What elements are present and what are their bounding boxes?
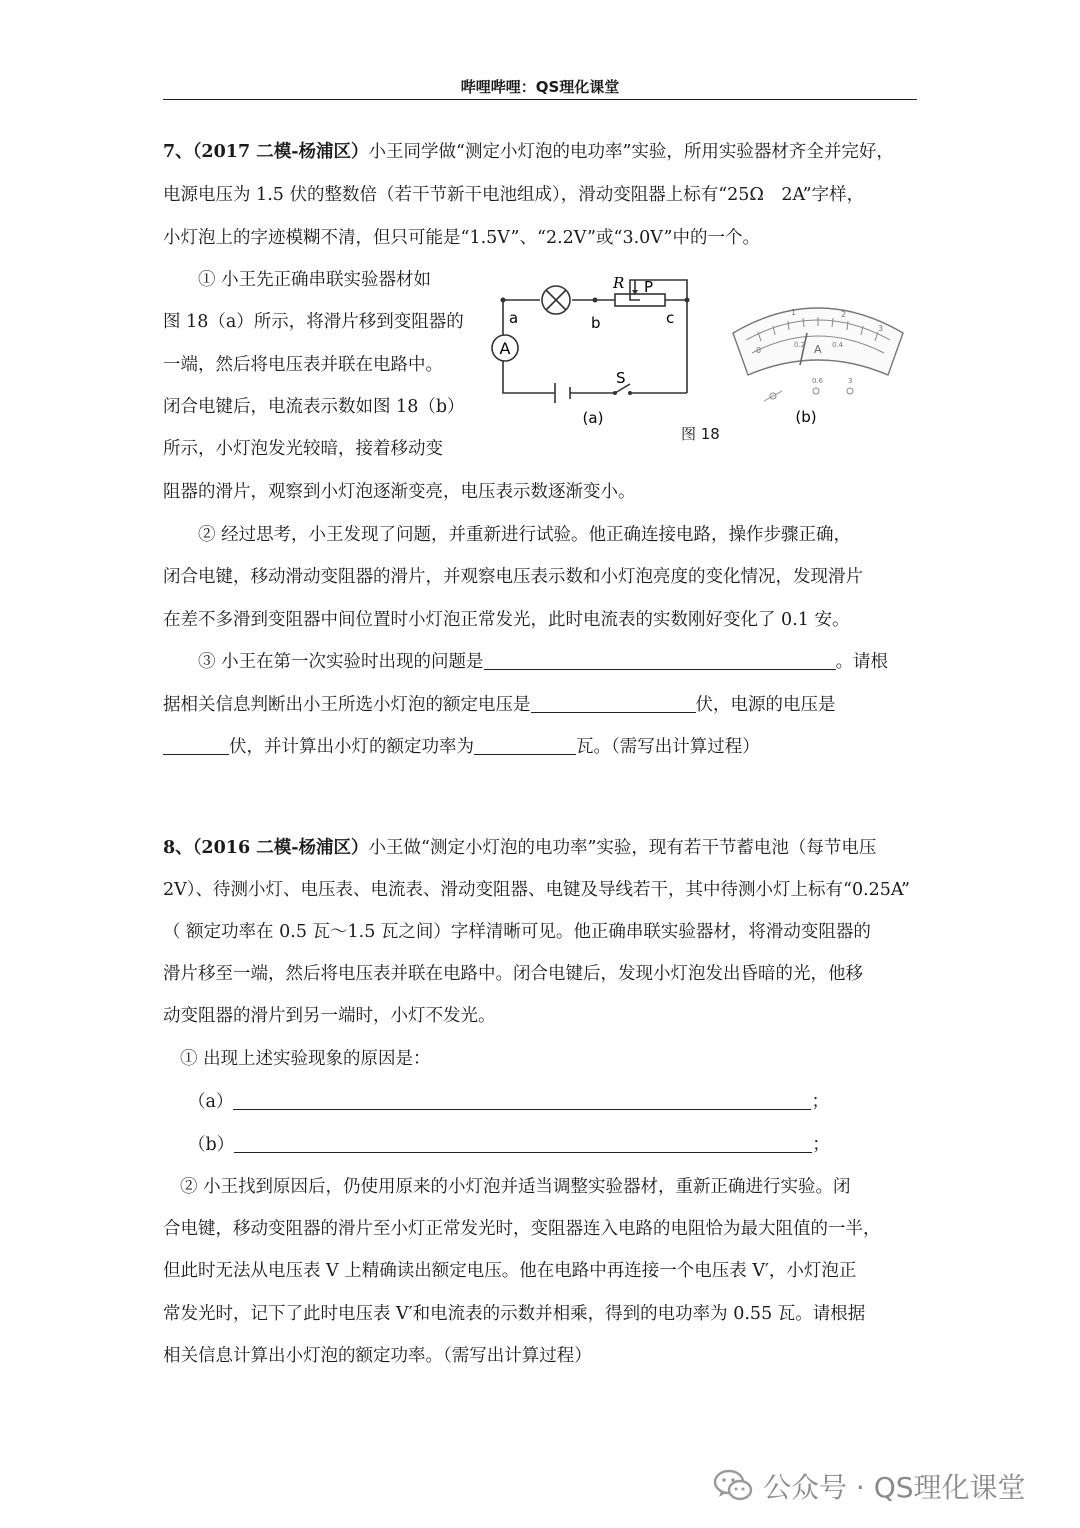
q7-p3-text-a: ③ 小王在第一次实验时出现的问题是 — [198, 652, 484, 672]
q7-label: 7、（2017 二模-杨浦区） — [163, 142, 369, 162]
q7-p3-text-d: 伏，电源的电压是 — [695, 695, 836, 715]
dial-tick-0: 0 — [756, 346, 762, 355]
q7-line-3: 小灯泡上的字迹模糊不清，但只可能是“1.5V”、“2.2V”或“3.0V”中的一个。 — [163, 228, 761, 248]
figure-a-sublabel: (a) — [582, 409, 604, 427]
page-header: 哔哩哔哩：QS理化课堂 — [460, 78, 620, 96]
q8-line-4: 滑片移至一端，然后将电压表并联在电路中。闭合电键后，发现小灯泡发出昏暗的光，他移 — [163, 964, 863, 984]
q8-p2-line-1: ② 小王找到原因后，仍使用原来的小灯泡并适当调整实验器材，重新正确进行实验。闭 — [180, 1177, 851, 1197]
q8-b-end: ； — [812, 1135, 830, 1155]
wechat-icon — [713, 1468, 753, 1504]
q8-line-5: 动变阻器的滑片到另一端时，小灯不发光。 — [163, 1006, 496, 1026]
q7-line-2: 电源电压为 1.5 伏的整数倍（若干节新干电池组成），滑动变阻器上标有“25Ω 2A”字样， — [163, 185, 865, 205]
q8-blank-b-line — [188, 1133, 830, 1157]
q8-label: 8、（2016 二模-杨浦区） — [163, 838, 369, 858]
switch-label: S — [616, 369, 626, 387]
answer-blank-reason-b[interactable] — [234, 1134, 812, 1153]
q7-p3-line-1 — [198, 650, 888, 674]
answer-blank-reason-a[interactable] — [233, 1091, 811, 1110]
answer-blank-source-voltage[interactable] — [163, 736, 229, 755]
q7-p3-text-e: 伏，并计算出小灯的额定功率为 — [229, 737, 474, 757]
figure-caption: 图 18 — [681, 425, 720, 443]
q8-line-2: 2V）、待测小灯、电压表、电流表、滑动变阻器、电键及导线若干，其中待测小灯上标有“0.25A” — [163, 880, 910, 900]
q7-p2-line-2: 闭合电键，移动滑动变阻器的滑片，并观察电压表示数和小灯泡亮度的变化情况，发现滑片 — [163, 567, 863, 587]
dial-tick-2: 2 — [841, 310, 847, 319]
q7-p3-line-3 — [163, 735, 760, 759]
watermark — [713, 1466, 1026, 1506]
q8-p2-line-2: 合电键，移动变阻器的滑片至小灯正常发光时，变阻器连入电路的电阻恰为最大阻值的一半， — [163, 1219, 881, 1239]
q8-p1-line: ① 出现上述实验现象的原因是： — [180, 1049, 431, 1069]
q7-p3-text-c: 据相关信息判断出小王所选小灯泡的额定电压是 — [163, 695, 531, 715]
dial-tick-1: 1 — [791, 308, 797, 317]
q8-p2-line-3: 但此时无法从电压表 V 上精确读出额定电压。他在电路中再连接一个电压表 V′，小灯泡正 — [163, 1261, 857, 1281]
dial-unit-label: A — [814, 343, 822, 356]
q8-blank-a-line — [188, 1090, 829, 1114]
q7-p2-line-1: ② 经过思考，小王发现了问题，并重新进行试验。他正确连接电路，操作步骤正确， — [198, 525, 852, 545]
header-rule — [163, 99, 917, 100]
terminal-3-label: 3 — [848, 377, 853, 385]
q8-line-3: （ 额定功率在 0.5 瓦～1.5 瓦之间）字样清晰可见。他正确串联实验器材，将滑动变阻器的 — [163, 922, 871, 942]
dial-tick-3: 3 — [878, 324, 884, 333]
figure-b-sublabel: (b) — [795, 408, 817, 426]
terminal-0-6-label: 0.6 — [812, 377, 824, 385]
q7-p1-line-3: 一端，然后将电压表并联在电路中。 — [163, 355, 443, 375]
q7-line-1 — [163, 140, 894, 164]
point-b-label: b — [591, 314, 601, 332]
dial-tick-0-2: 0.2 — [794, 341, 806, 349]
dial-tick-0-4: 0.4 — [832, 341, 844, 349]
q7-p1-line-4: 闭合电键后，电流表示数如图 18（b） — [163, 397, 465, 417]
q7-p2-line-3: 在差不多滑到变阻器中间位置时小灯泡正常发光，此时电流表的实数刚好变化了 0.1 安。 — [163, 610, 850, 630]
q8-b-label: （b） — [188, 1135, 235, 1155]
q8-text-1: 小王做“测定小灯泡的电功率”实验，现有若干节蓄电池（每节电压 — [368, 838, 877, 858]
q7-p1-line-6: 阻器的滑片，观察到小灯泡逐渐变亮，电压表示数逐渐变小。 — [163, 482, 636, 502]
q8-a-end: ； — [811, 1092, 829, 1112]
point-a-label: a — [509, 309, 519, 327]
q7-p1-line-5: 所示，小灯泡发光较暗，接着移动变 — [163, 439, 443, 459]
q7-p3-text-b: 。请根 — [835, 652, 889, 672]
q7-text-1: 小王同学做“测定小灯泡的电功率”实验，所用实验器材齐全并完好， — [368, 142, 894, 162]
slider-label: P — [644, 278, 654, 296]
ammeter-dial — [728, 295, 908, 430]
q7-p3-text-f: 瓦。（需写出计算过程） — [576, 737, 760, 757]
q8-p2-line-4: 常发光时，记下了此时电压表 V′和电流表的示数并相乘，得到的电功率为 0.55 瓦。请根据 — [163, 1304, 866, 1324]
answer-blank-rated-voltage[interactable] — [531, 694, 696, 713]
answer-blank-problem[interactable] — [484, 651, 836, 670]
q8-line-1 — [163, 836, 876, 860]
q8-p2-line-5: 相关信息计算出小灯泡的额定功率。（需写出计算过程） — [163, 1346, 592, 1366]
watermark-text: 公众号 · QS理化课堂 — [763, 1471, 1026, 1504]
q7-p1-line-1: ① 小王先正确串联实验器材如 — [198, 270, 432, 290]
ammeter-label: A — [499, 339, 511, 358]
point-c-label: c — [666, 309, 675, 327]
circuit-diagram — [485, 268, 715, 433]
resistor-label: R — [613, 274, 625, 292]
q7-p3-line-2 — [163, 693, 836, 717]
answer-blank-rated-power[interactable] — [474, 736, 576, 755]
q8-a-label: （a） — [188, 1092, 234, 1112]
q7-p1-line-2: 图 18（a）所示，将滑片移到变阻器的 — [163, 312, 464, 332]
